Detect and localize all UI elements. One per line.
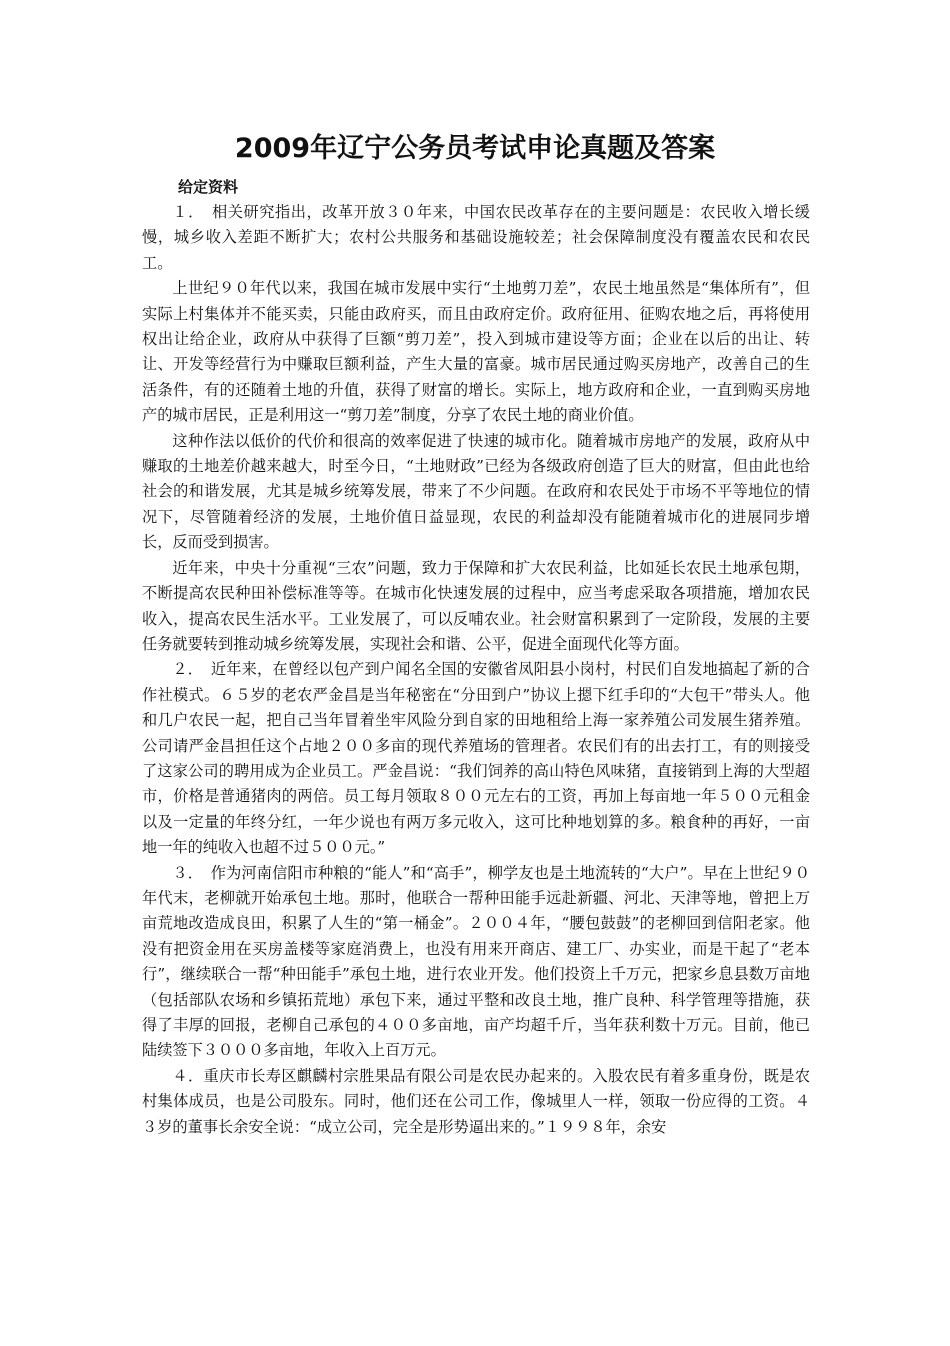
paragraph-6: ３． 作为河南信阳市种粮的“能人”和“高手”，柳学友也是土地流转的“大户”。早在上世纪９０年代末，老柳就开始承包土地。那时，他联合一帮种田能手远赴新疆、河北、天津等地，曾把上万亩荒地改造成良田，积累了人生的“第一桶金”。２００４年，“腰包鼓鼓”的老柳回到信阳老家。他没有把资金用在买房盖楼等家庭消费上，也没有用来开商店、建工厂、办实业，而是干起了“老本行”，继续联合一帮“种田能手”承包土地，进行农业开发。他们投资上千万元，把家乡息县数万亩地（包括部队农场和乡镇拓荒地）承包下来，通过平整和改良土地，推广良种、科学管理等措施，获得了丰厚的回报，老柳自己承包的４００多亩地，亩产均超千斤，当年获利数十万元。目前，他已陆续签下３０００多亩地，年收入上百万元。 bbox=[142, 863, 810, 1060]
paragraph-5: ２． 近年来，在曾经以包产到户闻名全国的安徽省凤阳县小岗村，村民们自发地搞起了新的合作社模式。６５岁的老农严金昌是当年秘密在“分田到户”协议上摁下红手印的“大包干”带头人。他和几户农民一起，把自己当年冒着坐牢风险分到自家的田地租给上海一家养殖公司发展生猪养殖。公司请严金昌担任这个占地２００多亩的现代养殖场的管理者。农民们有的出去打工，有的则接受了这家公司的聘用成为企业员工。严金昌说：“我们饲养的高山特色风味猪，直接销到上海的大型超市，价格是普通猪肉的两倍。员工每月领取８００元左右的工资，再加上每亩地一年５００元租金以及一定量的年终分红，一年少说也有两万多元收入，这可比种地划算的多。粮食种的再好，一亩地一年的纯收入也超不过５００元。” bbox=[142, 660, 810, 857]
document-title: 2009年辽宁公务员考试申论真题及答案 bbox=[234, 133, 716, 164]
paragraph-2: 上世纪９０年代以来，我国在城市发展中实行“土地剪刀差”，农民土地虽然是“集体所有”，但实际上村集体并不能买卖，只能由政府买，而且由政府定价。政府征用、征购农地之后，再将使用权出让给企业，政府从中获得了巨额“剪刀差”，投入到城市建设等方面；企业在以后的出让、转让、开发等经营行为中赚取巨额利益，产生大量的富豪。城市居民通过购买房地产，改善自己的生活条件，有的还随着土地的升值，获得了财富的增长。实际上，地方政府和企业，一直到购买房地产的城市居民，正是利用这一“剪刀差”制度，分享了农民土地的商业价值。 bbox=[142, 279, 810, 425]
paragraph-7: ４．重庆市长寿区麒麟村宗胜果品有限公司是农民办起来的。入股农民有着多重身份，既是农村集体成员，也是公司股东。同时，他们还在公司工作，像城里人一样，领取一份应得的工资。４３岁的董事长余安全说：“成立公司，完全是形势逼出来的。”１９９８年，余安 bbox=[142, 1066, 810, 1136]
document-body bbox=[142, 200, 810, 1140]
section-label: 给定资料 bbox=[178, 178, 239, 196]
paragraph-1: １． 相关研究指出，改革开放３０年来，中国农民改革存在的主要问题是：农民收入增长缓慢，城乡收入差距不断扩大；农村公共服务和基础设施较差；社会保障制度没有覆盖农民和农民工。 bbox=[142, 203, 810, 272]
paragraph-3: 这种作法以低价的代价和很高的效率促进了快速的城市化。随着城市房地产的发展，政府从中赚取的土地差价越来越大，时至今日，“土地财政”已经为各级政府创造了巨大的财富，但由此也给社会的和谐发展，尤其是城乡统筹发展，带来了不少问题。在政府和农民处于市场不平等地位的情况下，尽管随着经济的发展，土地价值日益显现，农民的利益却没有能随着城市化的进展同步增长，反而受到损害。 bbox=[142, 431, 810, 552]
paragraph-4: 近年来，中央十分重视“三农”问题，致力于保障和扩大农民利益，比如延长农民土地承包期，不断提高农民种田补偿标准等等。在城市化快速发展的过程中，应当考虑采取各项措施，增加农民收入，提高农民生活水平。工业发展了，可以反哺农业。社会财富积累到了一定阶段，发展的主要任务就要转到推动城乡统筹发展，实现社会和谐、公平，促进全面现代化等方面。 bbox=[142, 558, 810, 653]
